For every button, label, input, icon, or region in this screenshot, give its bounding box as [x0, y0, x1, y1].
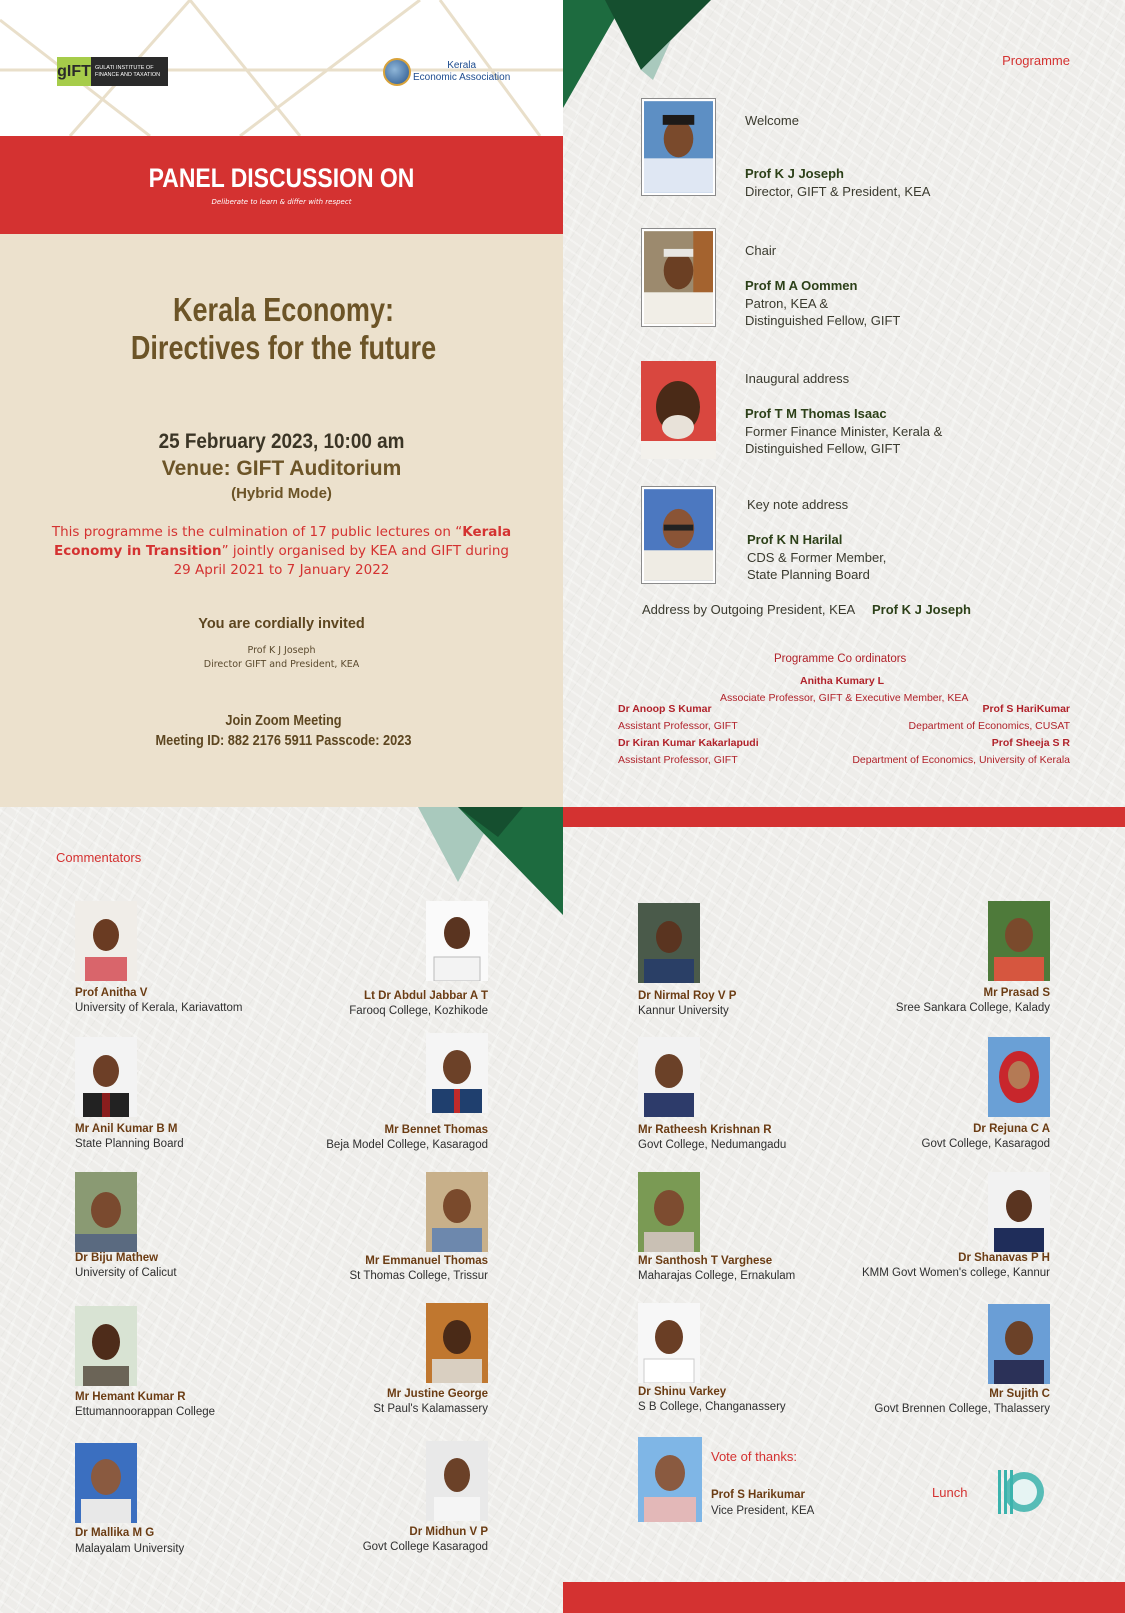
commentator-photo-6	[426, 1033, 488, 1113]
commentator-photo-13	[75, 1306, 137, 1386]
commentator-aff-13: Ettumannoorappan College	[75, 1406, 216, 1418]
programme-role-4: Key note address	[747, 497, 849, 512]
commentators-title: Commentators	[56, 850, 142, 865]
programme-desc-1: Director, GIFT & President, KEA	[745, 184, 931, 199]
invited-text: You are cordially invited	[198, 616, 365, 632]
commentator-aff-7: Govt College, Nedumangadu	[638, 1139, 787, 1151]
vote-of-thanks-name: Prof S Harikumar	[711, 1489, 805, 1501]
commentator-name-8: Dr Rejuna C A	[973, 1123, 1050, 1135]
commentator-aff-11: Maharajas College, Ernakulam	[638, 1270, 796, 1282]
programme-role-3: Inaugural address	[745, 371, 850, 386]
commentator-aff-8: Govt College, Kasaragod	[921, 1138, 1050, 1150]
vote-of-thanks-desc: Vice President, KEA	[711, 1505, 815, 1517]
zoom-heading: Join Zoom Meeting	[225, 712, 342, 729]
commentator-name-15: Dr Shinu Varkey	[638, 1386, 727, 1398]
welcome-speaker-photo	[641, 98, 716, 196]
commentator-name-10: Mr Emmanuel Thomas	[365, 1255, 488, 1267]
inviter-role: Director GIFT and President, KEA	[203, 659, 360, 670]
programme-desc-4b: State Planning Board	[747, 567, 870, 582]
coordinator-name-2: Dr Anoop S Kumar	[618, 703, 712, 715]
culmination-pre: This programme is the culmination of 17 public lectures on “	[51, 524, 463, 540]
culmination-text	[50, 523, 513, 580]
commentator-name-2: Lt Dr Abdul Jabbar A T	[364, 990, 488, 1002]
programme-title: Programme	[1002, 53, 1070, 68]
lunch-cutlery-icon	[994, 1466, 1050, 1518]
vote-of-thanks-label: Vote of thanks:	[711, 1449, 798, 1464]
programme-name-3: Prof T M Thomas Isaac	[745, 406, 887, 421]
commentator-name-4: Mr Prasad S	[983, 987, 1050, 999]
inviter-name: Prof K J Joseph	[247, 645, 316, 656]
commentator-name-18: Dr Midhun V P	[409, 1526, 488, 1538]
coordinator-name-4: Prof S HariKumar	[982, 703, 1070, 715]
coordinator-desc-4: Department of Economics, CUSAT	[908, 720, 1070, 732]
outgoing-address-name: Prof K J Joseph	[872, 602, 971, 617]
culmination-post: ” jointly organised by KEA and GIFT during 29 April 2021 to 7 January 2022	[173, 543, 509, 578]
commentator-aff-10: St Thomas College, Trissur	[349, 1270, 488, 1282]
commentator-photo-17	[75, 1443, 137, 1523]
commentator-name-6: Mr Bennet Thomas	[384, 1124, 488, 1136]
commentator-aff-6: Beja Model College, Kasaragod	[326, 1139, 488, 1151]
commentator-photo-15	[638, 1303, 700, 1383]
programme-desc-4a: CDS & Former Member,	[747, 550, 887, 565]
commentator-aff-3: Kannur University	[638, 1005, 729, 1017]
commentator-aff-9: University of Calicut	[75, 1267, 177, 1279]
commentator-name-7: Mr Ratheesh Krishnan R	[638, 1124, 772, 1136]
commentator-photo-14	[426, 1303, 488, 1383]
commentator-photo-4	[988, 901, 1050, 981]
programme-desc-3b: Distinguished Fellow, GIFT	[745, 441, 901, 456]
coordinator-desc-2: Assistant Professor, GIFT	[618, 720, 738, 732]
commentator-aff-15: S B College, Changanassery	[638, 1401, 786, 1413]
event-title-line1: Kerala Economy:	[172, 291, 395, 328]
commentator-name-5: Mr Anil Kumar B M	[75, 1123, 178, 1135]
commentator-aff-12: KMM Govt Women's college, Kannur	[862, 1267, 1050, 1279]
commentator-aff-18: Govt College Kasaragod	[362, 1541, 488, 1553]
commentator-aff-17: Malayalam University	[75, 1543, 185, 1555]
programme-name-1: Prof K J Joseph	[745, 166, 844, 181]
coordinator-name-1: Anitha Kumary L	[800, 675, 885, 687]
gift-logo	[57, 57, 168, 86]
programme-desc-3a: Former Finance Minister, Kerala &	[745, 424, 943, 439]
red-stripe-bottom	[563, 1582, 1125, 1613]
kea-logo	[383, 58, 510, 86]
zoom-details: Meeting ID: 882 2176 5911 Passcode: 2023	[155, 732, 412, 749]
inaugural-speaker-photo	[641, 361, 716, 459]
chair-photo	[641, 228, 716, 327]
commentator-name-12: Dr Shanavas P H	[958, 1252, 1050, 1264]
programme-desc-2a: Patron, KEA &	[745, 296, 829, 311]
commentator-name-11: Mr Santhosh T Varghese	[638, 1255, 773, 1267]
commentator-photo-2	[426, 901, 488, 981]
commentator-name-3: Dr Nirmal Roy V P	[638, 990, 737, 1002]
coordinator-desc-5: Department of Economics, University of Kerala	[852, 754, 1070, 766]
programme-name-4: Prof K N Harilal	[747, 532, 843, 547]
commentator-photo-11	[638, 1172, 700, 1252]
commentator-name-9: Dr Biju Mathew	[75, 1252, 159, 1264]
commentator-aff-14: St Paul's Kalamassery	[373, 1403, 488, 1415]
kea-logo-line1: Kerala	[447, 60, 477, 71]
commentator-photo-3	[638, 903, 700, 983]
coordinator-desc-1: Associate Professor, GIFT & Executive Member, KEA	[720, 692, 969, 704]
commentator-name-13: Mr Hemant Kumar R	[75, 1391, 186, 1403]
globe-logo-icon	[383, 58, 411, 86]
commentator-aff-1: University of Kerala, Kariavattom	[75, 1002, 243, 1014]
commentator-photo-7	[638, 1037, 700, 1117]
coordinator-desc-3: Assistant Professor, GIFT	[618, 754, 738, 766]
commentator-photo-8	[988, 1037, 1050, 1117]
commentator-photo-5	[75, 1037, 137, 1117]
programme-role-2: Chair	[745, 243, 777, 258]
commentator-photo-9	[75, 1172, 137, 1252]
venue: Venue: GIFT Auditorium	[161, 457, 402, 480]
date-time: 25 February 2023, 10:00 am	[158, 430, 405, 453]
keynote-speaker-photo	[641, 486, 716, 584]
coordinator-name-3: Dr Kiran Kumar Kakarlapudi	[618, 737, 759, 749]
culmination-bold: Kerala Economy in Transition	[54, 524, 512, 559]
mode: (Hybrid Mode)	[231, 485, 332, 502]
programme-name-2: Prof M A Oommen	[745, 278, 858, 293]
commentator-photo-16	[988, 1304, 1050, 1384]
commentator-photo-1	[75, 901, 137, 981]
commentator-aff-16: Govt Brennen College, Thalassery	[874, 1403, 1050, 1415]
lunch-label: Lunch	[932, 1485, 968, 1500]
cover-header	[0, 0, 563, 136]
vote-of-thanks-photo	[638, 1437, 702, 1522]
commentator-name-1: Prof Anitha V	[75, 987, 148, 999]
gift-logo-mark: gIFT	[57, 57, 91, 86]
coordinator-name-5: Prof Sheeja S R	[991, 737, 1070, 749]
commentator-name-14: Mr Justine George	[387, 1388, 488, 1400]
outgoing-address-label: Address by Outgoing President, KEA	[642, 602, 856, 617]
commentator-photo-10	[426, 1172, 488, 1252]
coordinators-heading: Programme Co ordinators	[774, 653, 907, 665]
commentator-photo-18	[426, 1441, 488, 1521]
programme-role-1: Welcome	[745, 113, 799, 128]
green-corner-decoration	[563, 0, 713, 110]
red-stripe-top	[563, 807, 1125, 827]
commentator-aff-4: Sree Sankara College, Kalady	[895, 1002, 1050, 1014]
commentator-name-16: Mr Sujith C	[989, 1388, 1050, 1400]
commentator-aff-2: Farooq College, Kozhikode	[349, 1005, 488, 1017]
panel-heading: PANEL DISCUSSION ON	[148, 163, 415, 193]
commentator-aff-5: State Planning Board	[75, 1138, 184, 1150]
kea-logo-line2: Economic Association	[413, 72, 511, 83]
event-title-line2: Directives for the future	[130, 329, 437, 366]
commentator-name-17: Dr Mallika M G	[75, 1527, 155, 1539]
tagline: Deliberate to learn & differ with respect	[211, 198, 352, 206]
commentator-photo-12	[988, 1172, 1050, 1252]
programme-desc-2b: Distinguished Fellow, GIFT	[745, 313, 901, 328]
gift-logo-text: GULATI INSTITUTE OF FINANCE AND TAXATION	[95, 64, 161, 78]
